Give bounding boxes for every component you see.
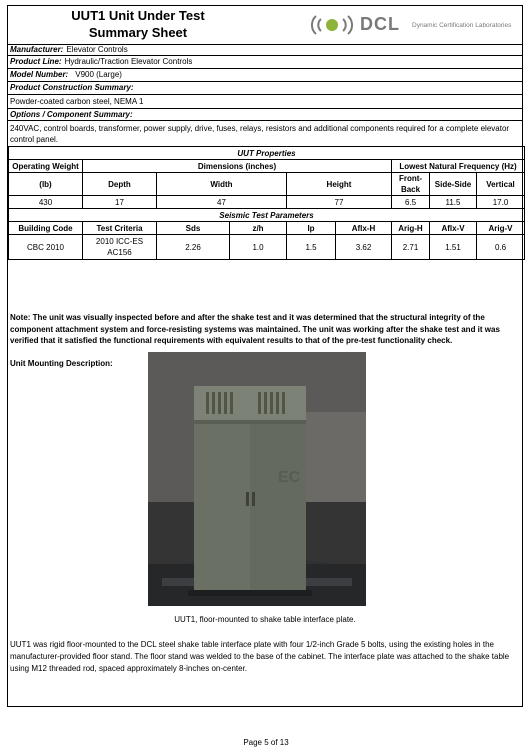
- aflx-h-header: Aflx-H: [336, 222, 392, 235]
- side-side-header: Side-Side: [430, 173, 477, 196]
- height-value: 77: [287, 196, 392, 209]
- page-title: [8, 7, 268, 41]
- mounting-description: UUT1 was rigid floor-mounted to the DCL steel shake table interface plate with four 1/2-inch Grade 5 bolts, using the existing holes in the manufacturer-provided floor stand. The floor stand was welded to the base of the cabinet. The interface plate was attached to the shake table using M12 threaded rod, spaced approximately 8-inches on-center.: [10, 640, 510, 673]
- title-line-2: Summary Sheet: [88, 25, 188, 40]
- logo-wordmark: DCL: [360, 14, 400, 34]
- arig-h-value: 2.71: [392, 235, 430, 260]
- page-number: Page 5 of 13: [243, 738, 289, 747]
- product-line-value: Hydraulic/Traction Elevator Controls: [64, 57, 193, 66]
- manufacturer-label: Manufacturer:: [10, 45, 64, 54]
- arig-h-header: Arig-H: [392, 222, 430, 235]
- side-side-value: 11.5: [430, 196, 477, 209]
- test-criteria-line-2: AC156: [107, 248, 132, 257]
- product-line-label: Product Line:: [10, 57, 62, 66]
- options-value: 240VAC, control boards, transformer, power supply, drive, fuses, relays, resistors and additional components required for a complete elevator control panel.: [10, 124, 510, 144]
- ip-header: Ip: [287, 222, 336, 235]
- svg-text:EC: EC: [278, 469, 301, 486]
- seismic-title: Seismic Test Parameters: [9, 209, 525, 222]
- operating-weight-header: Operating Weight: [9, 160, 83, 173]
- ip-value: 1.5: [287, 235, 336, 260]
- title-line-1: UUT1 Unit Under Test: [71, 8, 205, 23]
- product-line-row: [8, 56, 522, 69]
- options-value-row: [8, 121, 522, 147]
- manufacturer-value: Elevator Controls: [66, 45, 128, 54]
- vertical-header: Vertical: [477, 173, 525, 196]
- zh-value: 1.0: [230, 235, 287, 260]
- aflx-v-value: 1.51: [430, 235, 477, 260]
- sds-header: Sds: [157, 222, 230, 235]
- construction-label: Product Construction Summary:: [10, 83, 134, 92]
- test-criteria-value: [83, 235, 157, 260]
- inspection-note: Note: The unit was visually inspected before and after the shake test and it was determined that the structural integrity of the component attachment system and force-resisting systems was maintained. The unit was working after the shake test and it was verified that it satisfied the functional requirements with equivalent results to that of the pre-test functionality check.: [10, 313, 500, 345]
- sheet-header: [8, 6, 522, 45]
- construction-value-row: [8, 95, 522, 109]
- options-label-row: [8, 109, 522, 121]
- test-criteria-line-1: 2010 ICC-ES: [95, 237, 144, 246]
- dcl-logo-icon: [308, 12, 520, 38]
- depth-value: 17: [83, 196, 157, 209]
- weight-value: 430: [9, 196, 83, 209]
- vertical-value: 17.0: [477, 196, 525, 209]
- uut-properties-table: [8, 146, 525, 260]
- aflx-h-value: 3.62: [336, 235, 392, 260]
- test-criteria-header: Test Criteria: [83, 222, 157, 235]
- photo-caption: UUT1, floor-mounted to shake table interface plate.: [174, 615, 356, 624]
- mounting-label: Unit Mounting Description:: [10, 359, 113, 368]
- front-back-header: Front-Back: [392, 173, 430, 196]
- frequency-header: Lowest Natural Frequency (Hz): [392, 160, 525, 173]
- depth-header: Depth: [83, 173, 157, 196]
- manufacturer-row: [8, 44, 522, 56]
- model-label: Model Number:: [10, 70, 69, 79]
- building-code-header: Building Code: [9, 222, 83, 235]
- sds-value: 2.26: [157, 235, 230, 260]
- uut-properties-title: UUT Properties: [9, 147, 525, 160]
- construction-label-row: [8, 82, 522, 95]
- zh-header: z/h: [230, 222, 287, 235]
- construction-value: Powder-coated carbon steel, NEMA 1: [10, 97, 144, 106]
- width-value: 47: [157, 196, 287, 209]
- control-cabinet-photo: [148, 352, 366, 606]
- building-code-value: CBC 2010: [9, 235, 83, 260]
- model-value: V900 (Large): [75, 70, 122, 79]
- dimensions-header: Dimensions (inches): [83, 160, 392, 173]
- height-header: Height: [287, 173, 392, 196]
- aflx-v-header: Aflx-V: [430, 222, 477, 235]
- model-row: [8, 69, 522, 82]
- summary-sheet: [7, 5, 523, 707]
- options-label: Options / Component Summary:: [10, 110, 133, 119]
- arig-v-value: 0.6: [477, 235, 525, 260]
- weight-unit-header: (lb): [9, 173, 83, 196]
- arig-v-header: Arig-V: [477, 222, 525, 235]
- width-header: Width: [157, 173, 287, 196]
- logo-tagline: Dynamic Certification Laboratories: [412, 22, 512, 29]
- front-back-value: 6.5: [392, 196, 430, 209]
